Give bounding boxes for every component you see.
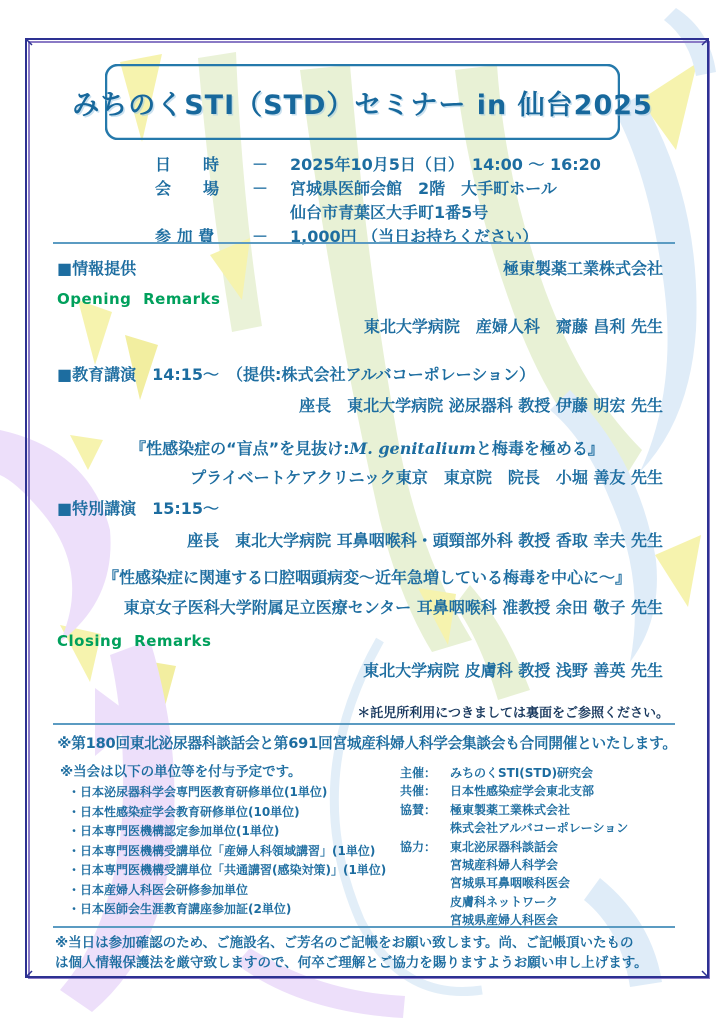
event-separator: － (251, 179, 268, 198)
unit-item: ・日本専門医機構認定参加単位(1単位) (68, 824, 280, 838)
event-label: 参 加 費 (155, 227, 215, 246)
unit-item: ・日本専門医機構受講単位「産婦人科領域講習」(1単位) (68, 843, 376, 858)
unit-item: ・日本医師会生涯教育講座参加証(2単位) (68, 902, 292, 916)
educational-lecture-heading: ■教育講演 14:15～ （提供:株式会社アルバコーポレーション） (57, 365, 536, 384)
unit-item: ・日本泌尿器科学会専門医教育研修単位(1単位) (68, 785, 328, 799)
organizer-label: 協賛： (400, 802, 437, 817)
organizer-label (400, 874, 450, 892)
organizer-row (400, 893, 628, 911)
organizer-value: 極東製薬工業株式会社 (450, 802, 571, 817)
unit-item: ・日本専門医機構受講単位「共通講習(感染対策)」(1単位) (68, 863, 387, 877)
section-divider-bottom (53, 926, 675, 928)
event-row-venue (155, 177, 601, 201)
joint-session-note: ※第180回東北泌尿器科談話会と第691回宮城産科婦人科学会集談会も合同開催といたします。 (57, 735, 677, 752)
lecture-title-pre: 『性感染症の“盲点”を見抜け: (130, 439, 350, 458)
section-divider-top (53, 242, 675, 244)
units-heading: ※当会は以下の単位等を付与予定です。 (60, 764, 302, 780)
title-plaque (72, 64, 653, 140)
seminar-title: みちのくSTI（STD）セミナー in 仙台2025 (72, 89, 653, 121)
registration-note-line2: は個人情報保護法を厳守致しますので、何卒ご理解とご協力を賜りますようお願い申し上げます。 (55, 955, 648, 971)
closing-speaker: 東北大学病院 皮膚科 教授 浅野 善英 先生 (363, 661, 663, 680)
special-lecture-speaker: 東京女子医科大学附属足立医療センター 耳鼻咽喉科 准教授 余田 敬子 先生 (123, 598, 663, 617)
organizer-label: 協力： (400, 839, 437, 854)
event-separator: － (251, 155, 268, 174)
organizer-value: 宮城産科婦人科学会 (450, 858, 559, 873)
educational-lecture-title (25, 436, 709, 459)
event-row-address (155, 201, 601, 225)
organizer-value: 宮城県耳鼻咽喉科医会 (450, 876, 571, 891)
event-value: 仙台市青葉区大手町1番5号 (290, 203, 489, 222)
info-provider-row (25, 256, 709, 279)
organizer-row (400, 801, 628, 819)
event-info (155, 153, 601, 249)
info-provider-heading: ■情報提供 (57, 259, 137, 278)
closing-remarks-label: Closing Remarks (57, 632, 212, 650)
event-label: 日 時 (155, 155, 220, 174)
units-list (68, 783, 386, 920)
organizer-value: 東北泌尿器科談話会 (450, 839, 559, 854)
special-lecture-title: 『性感染症に関連する口腔咽頭病変～近年急増している梅毒を中心に～』 (102, 568, 631, 587)
event-value: 宮城県医師会館 2階 大手町ホール (290, 179, 557, 198)
organizer-row (400, 874, 628, 892)
lecture-title-pathogen: M. genitalium (349, 439, 476, 458)
organizer-value: みちのくSTI(STD)研究会 (450, 766, 594, 780)
unit-item: ・日本性感染症学会教育研修単位(10単位) (68, 804, 300, 819)
organizer-label (400, 893, 450, 911)
organizer-label: 共催： (400, 784, 437, 799)
event-separator: － (251, 227, 268, 246)
unit-item: ・日本産婦人科医会研修参加単位 (68, 882, 249, 897)
educational-lecture-speaker: プライベートケアクリニック東京 東京院 院長 小堀 善友 先生 (190, 468, 663, 487)
organizer-row (400, 819, 628, 837)
event-label: 会 場 (155, 179, 220, 198)
opening-speaker: 東北大学病院 産婦人科 齋藤 昌利 先生 (363, 317, 663, 336)
event-value: 1,000円 （当日お持ちください） (290, 227, 539, 246)
organizer-value: 日本性感染症学会東北支部 (450, 784, 595, 799)
organizer-row (400, 856, 628, 874)
organizer-label: 主催： (400, 766, 437, 780)
educational-lecture-chair: 座長 東北大学病院 泌尿器科 教授 伊藤 明宏 先生 (299, 396, 663, 415)
registration-note (55, 933, 648, 973)
event-label (155, 201, 230, 225)
event-separator (230, 201, 290, 225)
daycare-note: ＊託児所利用につきましては裏面をご参照ください。 (357, 706, 669, 721)
organizer-value: 皮膚科ネットワーク (450, 894, 559, 909)
special-lecture-chair: 座長 東北大学病院 耳鼻咽喉科・頭頸部外科 教授 香取 幸夫 先生 (187, 531, 663, 550)
lecture-title-post: と梅毒を極める』 (475, 439, 604, 458)
opening-remarks-label: Opening Remarks (57, 290, 221, 308)
organizer-label (400, 819, 450, 837)
info-provider-company: 極東製薬工業株式会社 (502, 259, 663, 278)
flyer-content (25, 38, 709, 978)
event-row-fee (155, 225, 601, 249)
special-lecture-heading: ■特別講演 15:15～ (57, 499, 220, 518)
organizers-list (400, 764, 628, 930)
organizer-value: 株式会社アルバコーポレーション (450, 821, 629, 836)
event-value: 2025年10月5日（日） 14:00 ～ 16:20 (290, 155, 601, 174)
organizer-value: 宮城県産婦人科医会 (450, 913, 559, 928)
organizer-label (400, 856, 450, 874)
organizer-row (400, 838, 628, 856)
event-row-datetime (155, 153, 601, 177)
section-divider-middle (53, 723, 675, 725)
organizer-row (400, 782, 628, 800)
registration-note-line1: ※当日は参加確認のため、ご施設名、ご芳名のご記帳をお願い致します。尚、ご記帳頂いたもの (55, 935, 634, 951)
organizer-row (400, 764, 628, 782)
